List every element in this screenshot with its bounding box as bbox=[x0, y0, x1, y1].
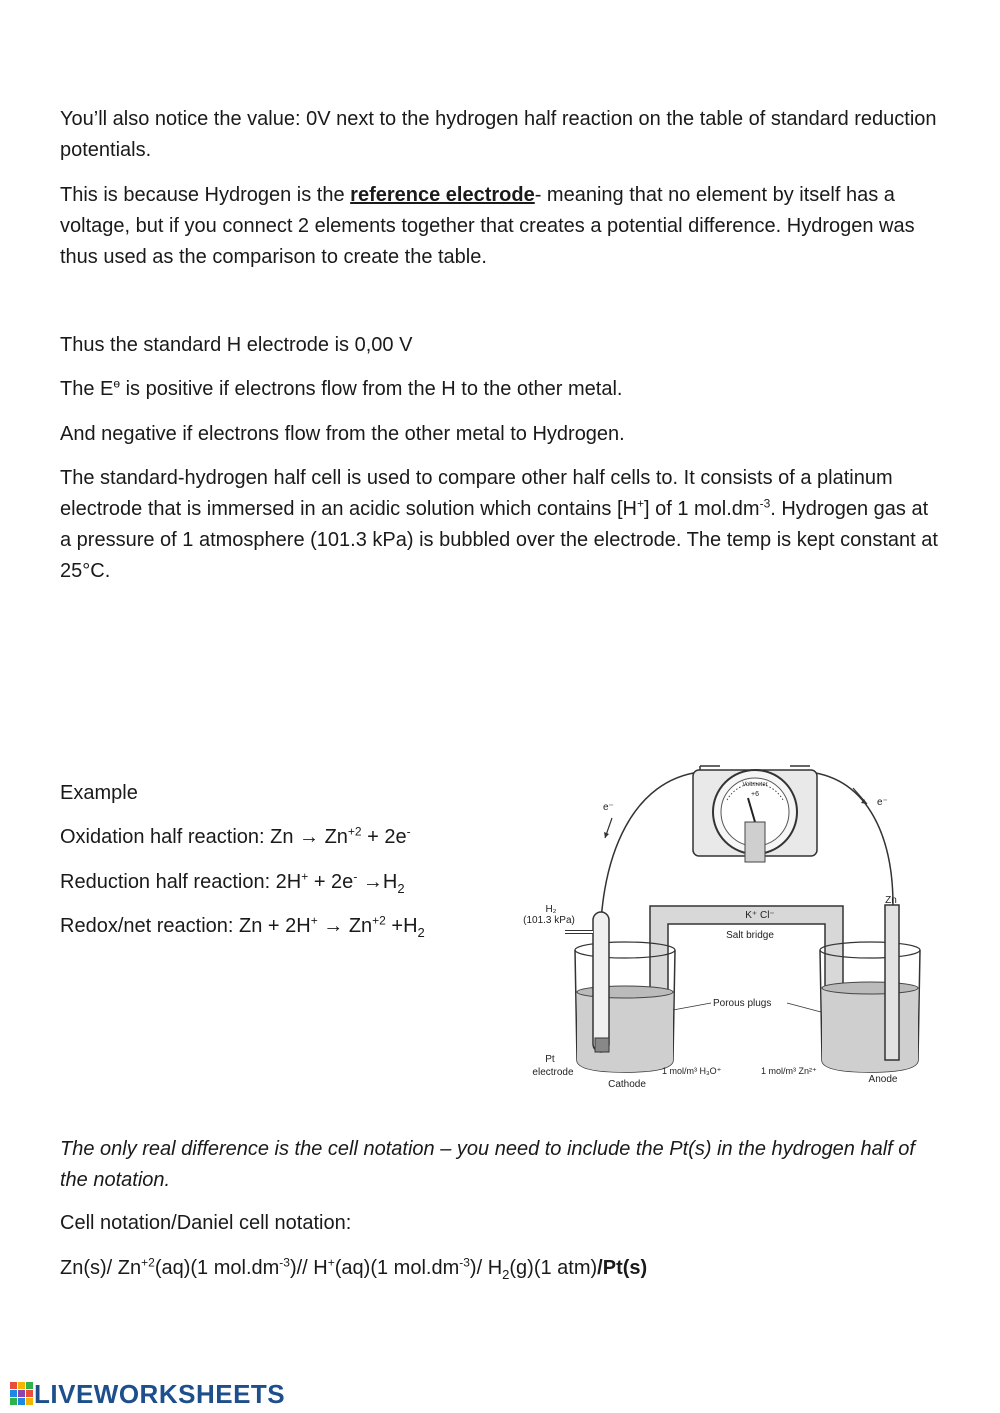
example-heading: Example bbox=[60, 782, 138, 804]
electron-label-right: e⁻ bbox=[877, 797, 888, 808]
pt-electrode bbox=[595, 1038, 609, 1052]
cell-notation: Zn(s)/ $Zn^{+2}(aq)(1$ $mol.dm^{-3})//$ H+(aq)(1 $mol.dm^{-3})/$ $H_2(g)(1$ atm)/Pt(s) bbox=[60, 1255, 648, 1282]
cell-notation-heading: Cell notation/Daniel cell notation: bbox=[60, 1212, 352, 1234]
paragraph-standard-h: Thus the standard H electrode is 0,00 V bbox=[60, 334, 413, 356]
voltmeter bbox=[693, 770, 817, 862]
pressure-label: (101.3 kPa) bbox=[523, 915, 575, 926]
voltmeter-reading: +6 bbox=[751, 791, 759, 798]
concentration-left: 1 mol/m³ H₃O⁺ bbox=[662, 1066, 722, 1076]
anode-label: Anode bbox=[868, 1074, 898, 1085]
paragraph-zero-volt: You’ll also notice the value: 0V next to the hydrogen half reaction on the table of standard reduction potentials. bbox=[60, 108, 937, 161]
electron-label-left: e⁻ bbox=[603, 802, 614, 813]
zn-label: Zn bbox=[885, 895, 897, 906]
liveworksheets-logo bbox=[10, 1378, 285, 1410]
paragraph-e-positive: The $E^ө$ is positive if electrons flow from the H to the other metal. bbox=[60, 376, 623, 400]
logo-text: LIVEWORKSHEETS bbox=[34, 1378, 286, 1409]
galvanic-cell-diagram bbox=[515, 760, 935, 1100]
paragraph-half-cell: The standard-hydrogen half cell is used to compare other half cells to. It consists of a platinum electrode that is immersed in an acidic solution which contains [H+] of 1 $mol.dm^{-3}$. Hydrogen gas at a pressure of 1 atmosphere (101.3 kPa) is bubbled over the electrode. The temp is kept constant at 25°C. bbox=[60, 467, 938, 582]
bridge-ions: K⁺ Cl⁻ bbox=[745, 910, 775, 921]
porous-plugs-label: Porous plugs bbox=[713, 998, 772, 1009]
paragraph-e-negative: And negative if electrons flow from the other metal to Hydrogen. bbox=[60, 423, 625, 445]
term-reference-electrode: reference electrode bbox=[350, 184, 535, 206]
h2-label: H₂ bbox=[545, 904, 557, 915]
cell-notation-note: The only real difference is the cell notation – you need to include the Pt(s) in the hydrogen half of the notation. bbox=[60, 1138, 915, 1191]
hydrogen-tube bbox=[593, 912, 609, 1052]
oxidation-half-reaction: Oxidation half reaction: $Zn \to Zn^{+2} + 2e^-$ bbox=[60, 824, 411, 848]
cathode-label: Cathode bbox=[608, 1079, 646, 1090]
concentration-right: 1 mol/m³ Zn²⁺ bbox=[761, 1066, 817, 1076]
pt-label: Pt bbox=[545, 1054, 555, 1065]
voltmeter-label: Voltmeter bbox=[742, 782, 768, 788]
zinc-electrode bbox=[885, 905, 899, 1060]
salt-bridge-label: Salt bridge bbox=[726, 930, 774, 941]
right-wire bbox=[810, 772, 893, 905]
logo-grid-icon bbox=[10, 1382, 34, 1406]
electrode-label: electrode bbox=[532, 1067, 574, 1078]
net-reaction: Redox/net reaction: $Zn + 2H^+ \to Zn^{+2} +H_2$ bbox=[60, 913, 425, 940]
salt-bridge bbox=[650, 906, 843, 1010]
paragraph-reference-electrode: This is because Hydrogen is the reference electrode- meaning that no element by itself has a voltage, but if you connect 2 elements together that creates a potential difference. Hydrogen was thus used as the comparison to create the table. bbox=[60, 184, 915, 268]
reduction-half-reaction: Reduction half reaction: $2H^+ + 2e^- \to H_2$ bbox=[60, 869, 405, 896]
